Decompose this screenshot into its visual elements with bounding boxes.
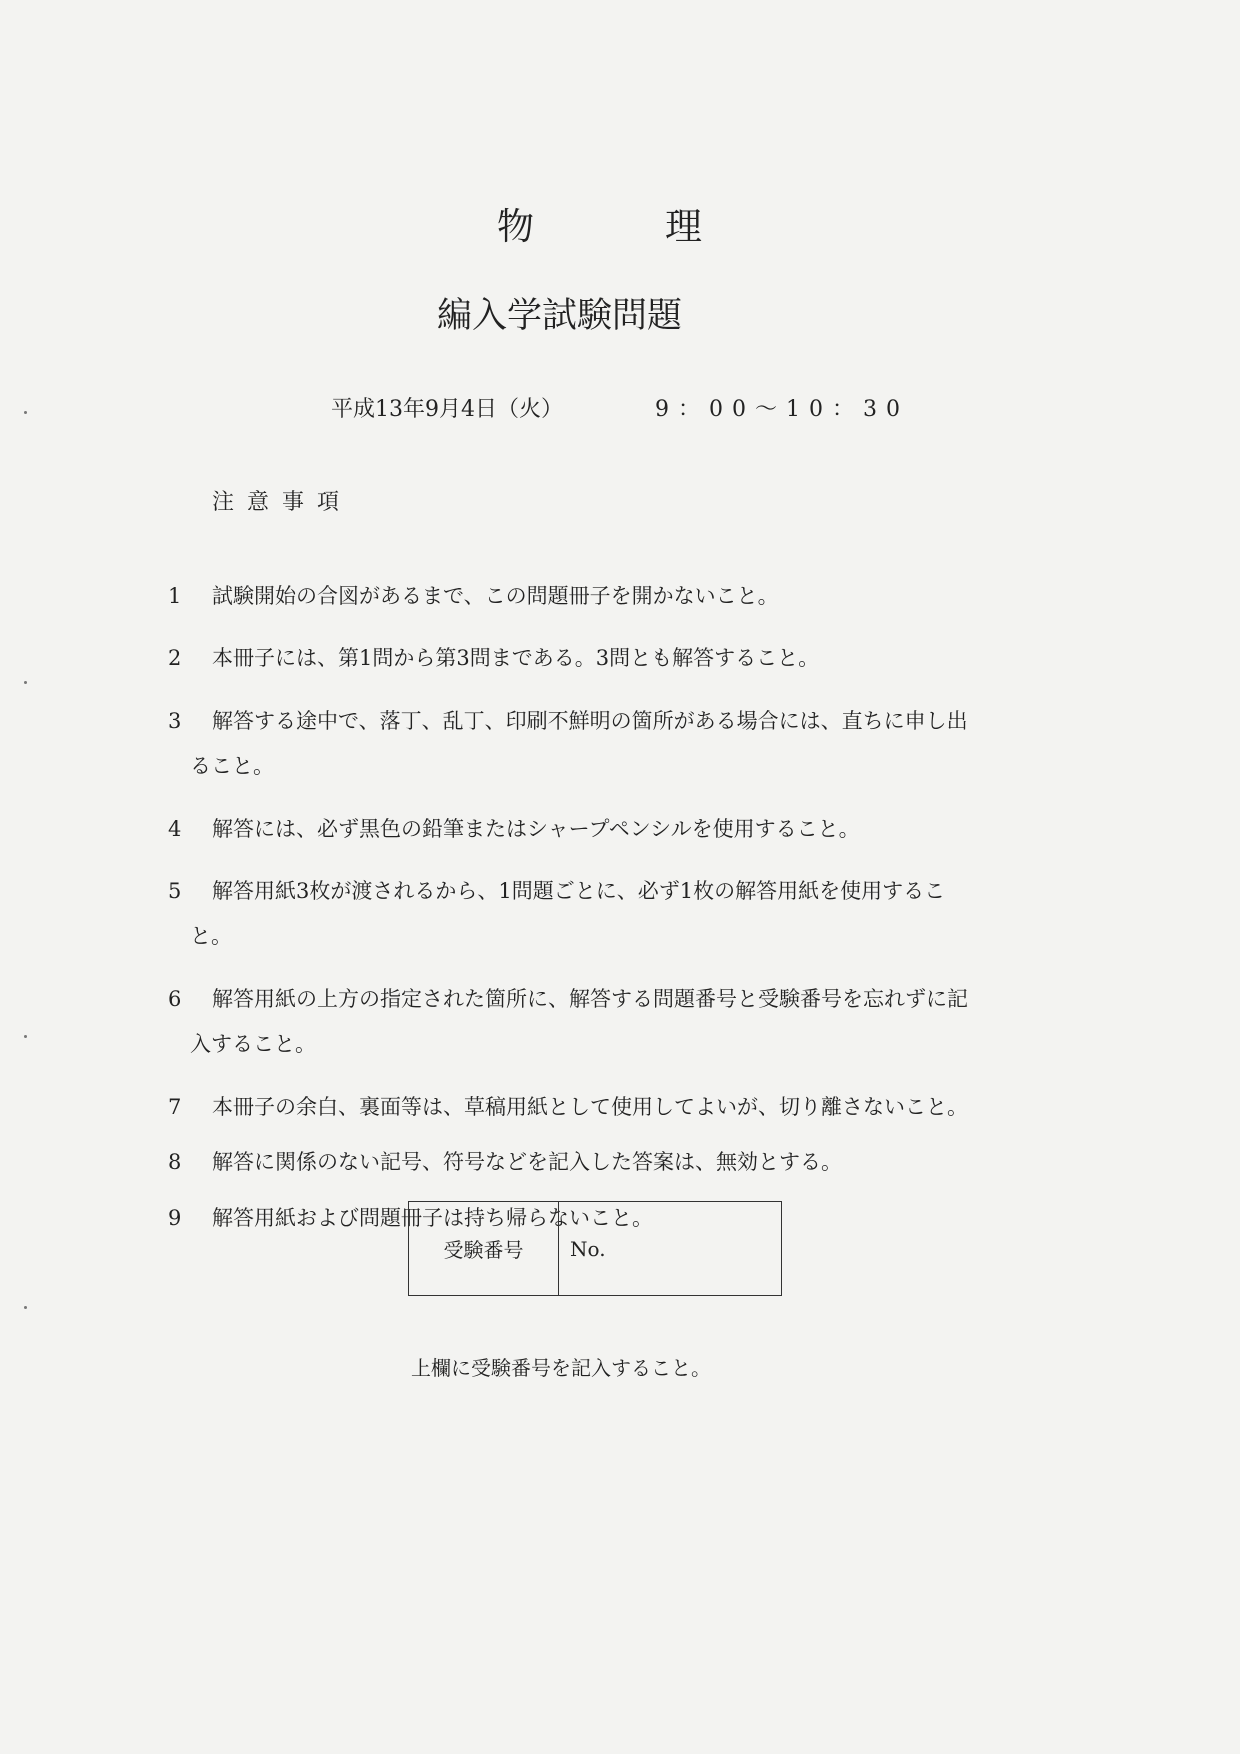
binding-mark bbox=[24, 1306, 27, 1309]
notice-item-number: 4 bbox=[168, 817, 182, 841]
exam-number-box bbox=[408, 1201, 782, 1296]
notice-item-text: 解答する途中で、落丁、乱丁、印刷不鮮明の箇所がある場合には、直ちに申し出 bbox=[212, 709, 968, 733]
notice-item-number: 9 bbox=[168, 1206, 182, 1230]
notice-item-text: 解答に関係のない記号、符号などを記入した答案は、無効とする。 bbox=[212, 1150, 842, 1174]
notice-item-text: 解答用紙の上方の指定された箇所に、解答する問題番号と受験番号を忘れずに記 bbox=[212, 987, 968, 1011]
notice-item-text: 本冊子の余白、裏面等は、草稿用紙として使用してよいが、切り離さないこと。 bbox=[212, 1095, 968, 1119]
exam-number-instruction: 上欄に受験番号を記入すること。 bbox=[411, 1356, 711, 1380]
exam-time: 9：00～10：30 bbox=[655, 397, 909, 422]
notice-item-number: 8 bbox=[168, 1150, 182, 1174]
notice-item-text-continued: ること。 bbox=[190, 754, 274, 778]
notice-item-text: 解答には、必ず黒色の鉛筆またはシャープペンシルを使用すること。 bbox=[212, 817, 860, 841]
notice-heading: 注意事項 bbox=[212, 490, 353, 515]
notice-item-number: 5 bbox=[168, 879, 182, 903]
notice-item-text: 解答用紙および問題冊子は持ち帰らないこと。 bbox=[212, 1206, 653, 1230]
binding-mark bbox=[24, 681, 27, 684]
exam-number-label: 受験番号 bbox=[409, 1202, 559, 1295]
subject-title-char-2: 理 bbox=[665, 205, 702, 248]
notice-item-number: 1 bbox=[168, 584, 182, 608]
binding-mark bbox=[24, 411, 27, 414]
notice-item-text-continued: 入すること。 bbox=[190, 1032, 316, 1056]
notice-item-text: 試験開始の合図があるまで、この問題冊子を開かないこと。 bbox=[212, 584, 779, 608]
notice-item-text-continued: と。 bbox=[190, 924, 232, 948]
exam-date: 平成13年9月4日（火） bbox=[331, 397, 563, 422]
notice-item-text: 解答用紙3枚が渡されるから、1問題ごとに、必ず1枚の解答用紙を使用するこ bbox=[212, 879, 946, 903]
notice-item-number: 7 bbox=[168, 1095, 182, 1119]
notice-item-number: 6 bbox=[168, 987, 182, 1011]
notice-item-number: 3 bbox=[168, 709, 182, 733]
subject-title-char-1: 物 bbox=[497, 205, 534, 248]
binding-mark bbox=[24, 1035, 27, 1038]
exam-subtitle: 編入学試験問題 bbox=[437, 296, 683, 336]
notice-item-number: 2 bbox=[168, 646, 182, 670]
notice-item-text: 本冊子には、第1問から第3問まである。3問とも解答すること。 bbox=[212, 646, 820, 670]
exam-number-field[interactable]: No. bbox=[570, 1236, 606, 1261]
